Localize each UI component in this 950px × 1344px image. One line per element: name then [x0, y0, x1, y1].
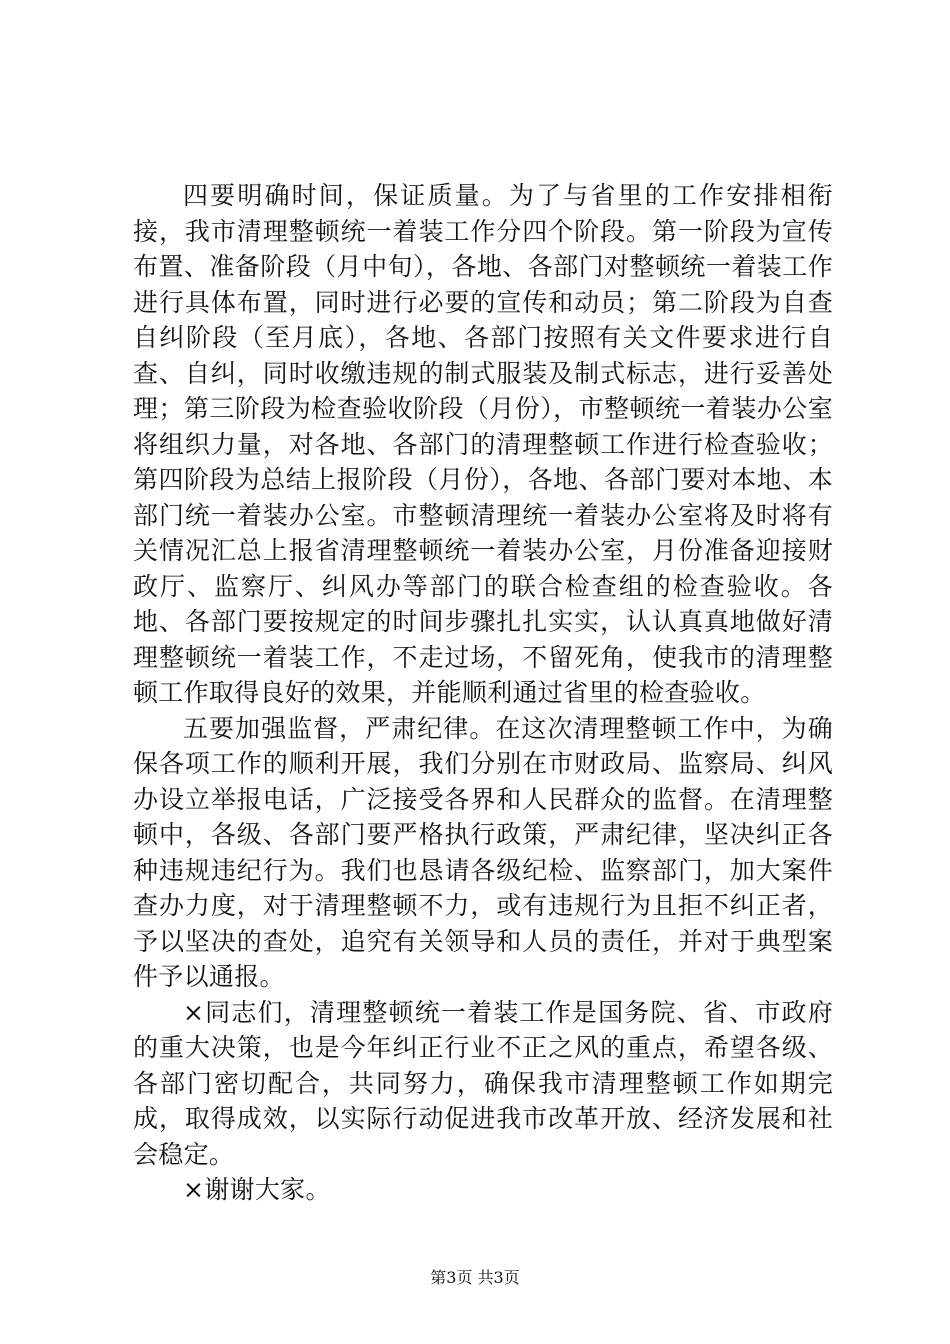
paragraph-thanks: ×谢谢大家。	[183, 1175, 331, 1204]
paragraph-closing-remarks: ×同志们，清理整顿统一着装工作是国务院、省、市政府的重大决策，也是今年纠正行业不正之风的重点，希望各级、各部门密切配合，共同努力，确保我市清理整顿工作如期完成，取得成效，以实际行动促进我市改革开放、经济发展和社会稳定。	[133, 997, 833, 1169]
paragraph-time-quality: 四要明确时间，保证质量。为了与省里的工作安排相衔接，我市清理整顿统一着装工作分四个阶段。第一阶段为宣传布置、准备阶段（月中旬），各地、各部门对整顿统一着装工作进行具体布置，同时进行必要的宣传和动员；第二阶段为自查自纠阶段（至月底），各地、各部门按照有关文件要求进行自查、自纠，同时收缴违规的制式服装及制式标志，进行妥善处理；第三阶段为检查验收阶段（月份），市整顿统一着装办公室将组织力量，对各地、各部门的清理整顿工作进行检查验收；第四阶段为总结上报阶段（月份），各地、各部门要对本地、本部门统一着装办公室。市整顿清理统一着装办公室将及时将有关情况汇总上报省清理整顿统一着装办公室，月份准备迎接财政厅、监察厅、纠风办等部门的联合检查组的检查验收。各地、各部门要按规定的时间步骤扎扎实实，认认真真地做好清理整顿统一着装工作，不走过场，不留死角，使我市的清理整顿工作取得良好的效果，并能顺利通过省里的检查验收。	[133, 181, 833, 707]
paragraph-supervision-discipline: 五要加强监督，严肃纪律。在这次清理整顿工作中，为确保各项工作的顺利开展，我们分别在市财政局、监察局、纠风办设立举报电话，广泛接受各界和人民群众的监督。在清理整顿中，各级、各部门要严格执行政策，严肃纪律，坚决纠正各种违规违纪行为。我们也恳请各级纪检、监察部门，加大案件查办力度，对于清理整顿不力，或有违规行为且拒不纠正者，予以坚决的查处，追究有关领导和人员的责任，并对于典型案件予以通报。	[133, 713, 833, 991]
page-number-footer: 第3页 共3页	[430, 1268, 520, 1287]
document-body	[133, 178, 833, 1208]
